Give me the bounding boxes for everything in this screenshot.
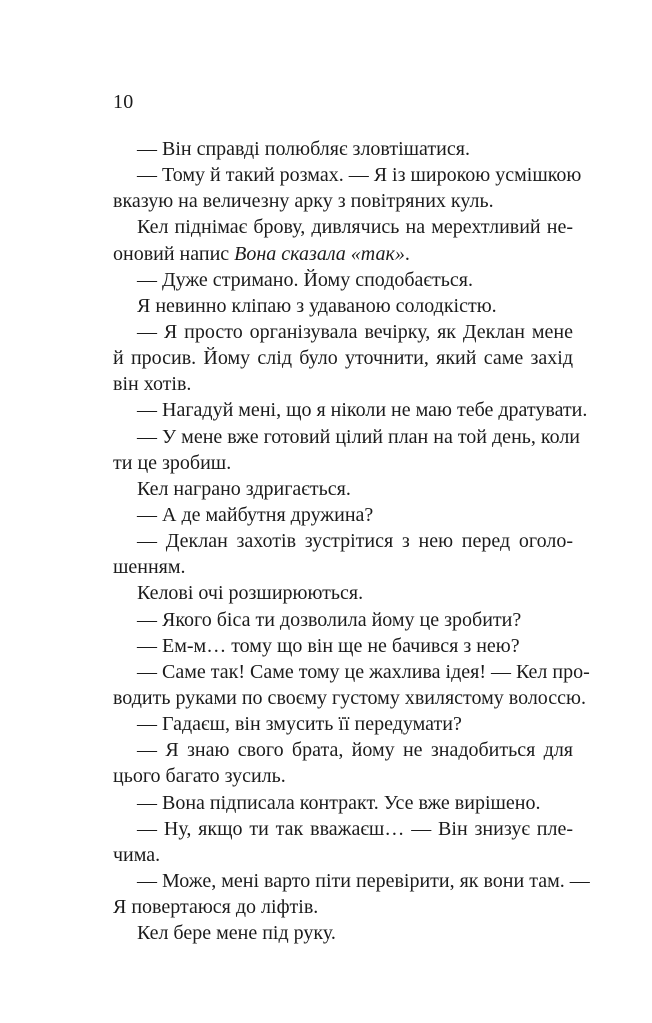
text-line [113,267,573,293]
text-line [113,476,573,502]
line-text: — Ну, якщо ти так вважаєш… — Він знизує пле- [137,817,573,840]
text-line [113,371,573,397]
text-line [113,554,573,580]
text-line [113,214,573,240]
body-text [113,136,590,946]
line-text: Я невинно кліпаю з удаваною солодкістю. [137,294,497,317]
text-line [113,868,590,894]
text-line [113,607,573,633]
line-text: — Деклан захотів зустрітися з нею перед оголо- [137,530,573,553]
text-line [113,319,573,345]
line-text: Я повертаюся до ліфтів. [113,896,319,919]
text-line [113,450,573,476]
line-text: — А де майбутня дружина? [137,503,374,526]
text-line [113,920,573,946]
text-line [113,241,573,267]
line-text: й просив. Йому слід було уточнити, який саме захід [113,347,573,370]
text-line [113,162,582,188]
line-text: — Може, мені варто піти перевірити, як вони там. — [137,869,590,892]
text-line [113,397,588,423]
line-text: — Тому й такий розмах. — Я із широкою усмішкою [137,164,582,187]
line-text: — Я просто організувала вечірку, як Деклан мене [137,320,573,343]
line-text: — Він справді полюбляє зловтішатися. [137,138,470,160]
line-text: — Гадаєш, він змусить її передумати? [137,713,462,736]
text-line [113,136,573,162]
text-line [113,685,586,711]
line-text: чима. [113,843,161,866]
text-line [113,424,581,450]
italic-title: Вона сказала «так» [234,242,405,265]
line-text: водить руками по своєму густому хвилястому волоссю. [113,686,586,709]
line-text: — Саме так! Саме тому це жахлива ідея! — Кел про- [137,660,590,683]
line-text: ти це зробиш. [113,451,232,474]
line-text: Кел награно здригається. [137,477,351,500]
line-text: Келові очі розширюються. [137,582,364,605]
line-text: — Нагадуй мені, що я ніколи не маю тебе дратувати. [137,399,588,422]
line-text: шенням. [113,556,186,579]
line-punctuation: . [404,242,410,265]
text-line [113,345,573,371]
text-line [113,188,573,214]
text-line [113,737,573,763]
text-line [113,293,573,319]
line-text: Кел піднімає брову, дивлячись на мерехтливий не- [137,216,573,239]
line-text: цього багато зусиль. [113,765,286,788]
page-number: 10 [113,91,134,113]
line-text: — Якого біса ти дозволила йому це зробити? [137,608,522,631]
text-line [113,502,573,528]
line-text: вказую на величезну арку з повітряних куль. [113,190,494,213]
line-text: — Ем-м… тому що він ще не бачився з нею? [137,634,520,657]
line-text: — Вона підписала контракт. Усе вже вирішено. [137,791,541,814]
text-line [113,816,573,842]
line-text: — Я знаю свого брата, йому не знадобиться для [137,739,573,762]
text-line [113,633,573,659]
line-text: — У мене вже готовий цілий план на той день, коли [137,425,581,448]
text-line [113,580,573,606]
text-line [113,528,573,554]
text-line [113,659,590,685]
text-line [113,711,573,737]
line-text: він хотів. [113,373,192,396]
text-line [113,763,573,789]
text-line [113,842,573,868]
text-line [113,790,573,816]
line-text: оновий напис [113,242,235,265]
line-text: Кел бере мене під руку. [137,922,336,945]
text-line [113,894,573,920]
line-text: — Дуже стримано. Йому сподобається. [137,268,473,291]
